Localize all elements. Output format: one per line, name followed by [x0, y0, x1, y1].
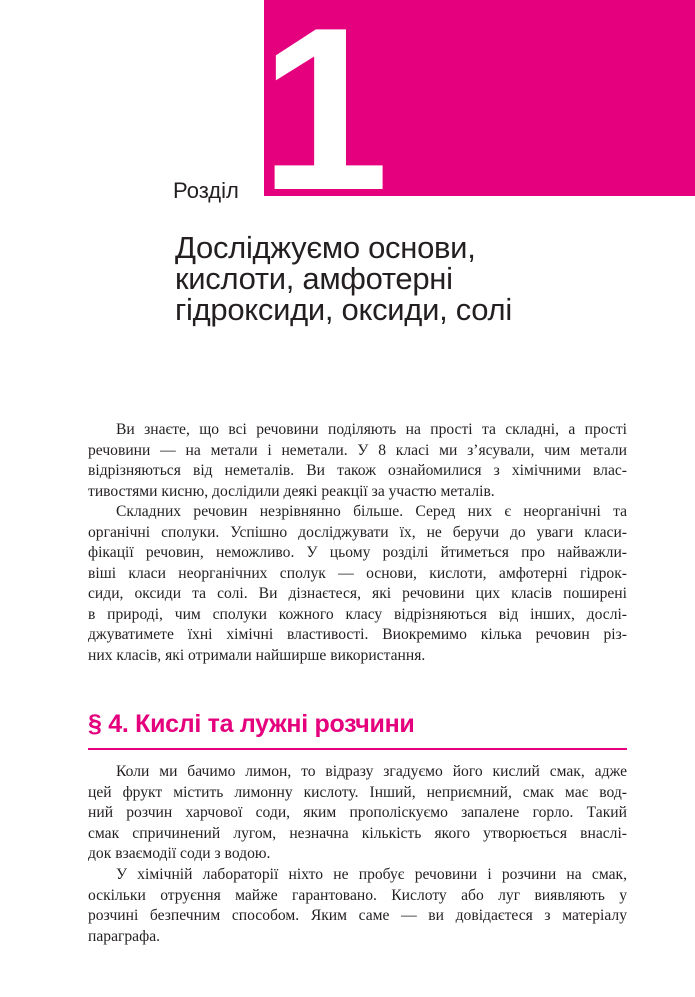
- text-line: док взаємодії соди з водою.: [88, 845, 271, 862]
- text-line: відрізняються від неметалів. Ви також ознайомилися з хімічними влас-: [88, 462, 627, 479]
- section-heading-text: § 4. Кислі та лужні розчини: [88, 710, 415, 738]
- section-paragraph-1: [88, 762, 627, 865]
- text-line: органічні сполуки. Успішно досліджувати їх, не беручи до уваги класи-: [88, 523, 627, 541]
- chapter-title-line: Досліджуємо основи,: [175, 230, 476, 265]
- text-line: розчині безпечним способом. Яким саме — ви довідаєтеся з матеріалу: [88, 907, 627, 924]
- text-line: Коли ми бачимо лимон, то відразу згадуємо його кислий смак, адже: [116, 763, 627, 780]
- text-line: них класів, які отримали найширше використання.: [88, 646, 426, 664]
- chapter-number: 1: [260, 0, 384, 239]
- text-line: параграфа.: [88, 927, 161, 945]
- text-line: фікації речовин, неможливо. У цьому розділі йтиметься про найважли-: [88, 544, 627, 561]
- text-line: цей фрукт містить лимонну кислоту. Інший, неприємний, смак має вод-: [88, 783, 627, 801]
- chapter-label: Розділ: [173, 178, 239, 203]
- text-line: в природі, чим сполуки кожного класу відрізняються від інших, дослі-: [88, 605, 627, 623]
- text-line: смак спричинений лугом, незначна кількість якого утворюється внаслі-: [88, 824, 627, 842]
- chapter-title-line: гідроксиди, оксиди, солі: [175, 292, 512, 327]
- intro-paragraph-2: [88, 502, 627, 666]
- text-line: речовини — на метали і неметали. У 8 класі ми з’ясували, чим метали: [88, 441, 627, 459]
- text-line: тивостями кисню, дослідили деякі реакції за участю металів.: [88, 482, 495, 500]
- text-line: віші класи неорганічних сполук — основи, кислоти, амфотерні гідрок-: [88, 564, 627, 582]
- text-line: У хімічній лабораторії ніхто не пробує речовини і розчини на смак,: [116, 866, 627, 883]
- text-line: ний розчин харчової соди, яким прополіскуємо запалене горло. Такий: [88, 804, 627, 821]
- text-line: оскільки отруєння майже гарантовано. Кислоту або луг виявляють у: [88, 886, 627, 904]
- section-paragraph-2: [88, 865, 627, 947]
- text-line: Складних речовин незрівнянно більше. Серед них є неорганічні та: [116, 503, 627, 520]
- intro-paragraph-1: [88, 420, 627, 502]
- section-heading: [88, 708, 627, 750]
- chapter-title: [175, 232, 575, 325]
- text-line: джуватимете їхні хімічні властивості. Виокремимо кілька речовин різ-: [88, 626, 627, 643]
- chapter-title-line: кислоти, амфотерні: [175, 261, 453, 296]
- text-line: сиди, оксиди та солі. Ви дізнаєтеся, які речовини цих класів поширені: [88, 585, 627, 602]
- text-line: Ви знаєте, що всі речовини поділяють на прості та складні, а прості: [116, 421, 627, 438]
